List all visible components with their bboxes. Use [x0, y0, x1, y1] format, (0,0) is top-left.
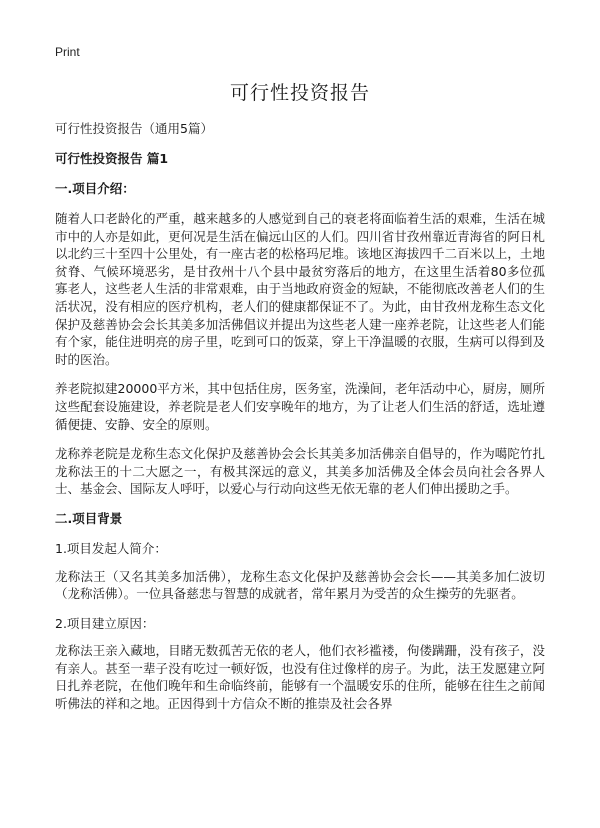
paragraph: 龙称养老院是龙称生态文化保护及慈善协会会长其美多加活佛亲自倡导的，作为噶陀竹扎龙称法王的十二大愿之一，有极其深远的意义，其美多加活佛及全体会员向社会各界人士、基金会、国际友人呼吁，以爱心与行动向这些无依无靠的老人们伸出援助之手。 [55, 446, 545, 497]
document-subtitle: 可行性投资报告（通用5篇） [55, 121, 213, 136]
document-title: 可行性投资报告 [229, 82, 370, 104]
paragraph: 龙称法王亲入藏地，目睹无数孤苦无依的老人，他们衣衫褴褛，佝偻蹒跚，没有孩子，没有亲人。甚至一辈子没有吃过一顿好饭，也没有住过像样的房子。为此，法王发愿建立阿日扎养老院，在他们晚年和生命临终前，能够有一个温暖安乐的住所，能够在往生之前闻听佛法的祥和之地。正因得到十方信众不断的推崇及社会各界 [55, 643, 545, 712]
paragraph: 养老院拟建20000平方米，其中包括住房，医务室，洗澡间，老年活动中心，厨房，厕所这些配套设施建设，养老院是老人们安享晚年的地方，为了让老人们生活的舒适，选址遵循便捷、安静、安全的原则。 [55, 381, 545, 432]
section-heading-intro: 一.项目介绍： [55, 181, 135, 196]
sub-heading: 1.项目发起人简介： [55, 540, 167, 556]
section-heading-background: 二.项目背景 [55, 510, 123, 526]
print-button[interactable]: Print [55, 45, 80, 59]
paragraph: 龙称法王（又名其美多加活佛），龙称生态文化保护及慈善协会会长——其美多加仁波切（龙称活佛）。一位具备慈悲与智慧的成就者，常年累月为受苦的众生操劳的先驱者。 [55, 568, 545, 602]
sub-heading: 2.项目建立原因： [55, 615, 155, 631]
paragraph: 随着人口老龄化的严重，越来越多的人感觉到自己的衰老将面临着生活的艰难，生活在城市中的人亦是如此，更何况是生活在偏远山区的人们。四川省甘孜州靠近青海省的阿日札以北约三十至四十公里处，有一座古老的松格玛尼堆。该地区海拔四千二百米以上，土地贫脊、气候环境恶劣，是甘孜州十八个县中最贫穷落后的地方，在这里生活着80多位孤寡老人，这些老人生活的非常艰难，由于当地政府资金的短缺，不能彻底改善老人们的生活状况，没有相应的医疗机构，老人们的健康都保证不了。为此，由甘孜州龙称生态文化保护及慈善协会会长其美多加活佛倡议并提出为这些老人建一座养老院，让这些老人们能有个家，能住进明亮的房子里，吃到可口的饭菜，穿上干净温暖的衣服，生病可以得到及时的医治。 [55, 211, 545, 367]
article-heading: 可行性投资报告 篇1 [55, 151, 169, 166]
document-body [55, 120, 545, 725]
